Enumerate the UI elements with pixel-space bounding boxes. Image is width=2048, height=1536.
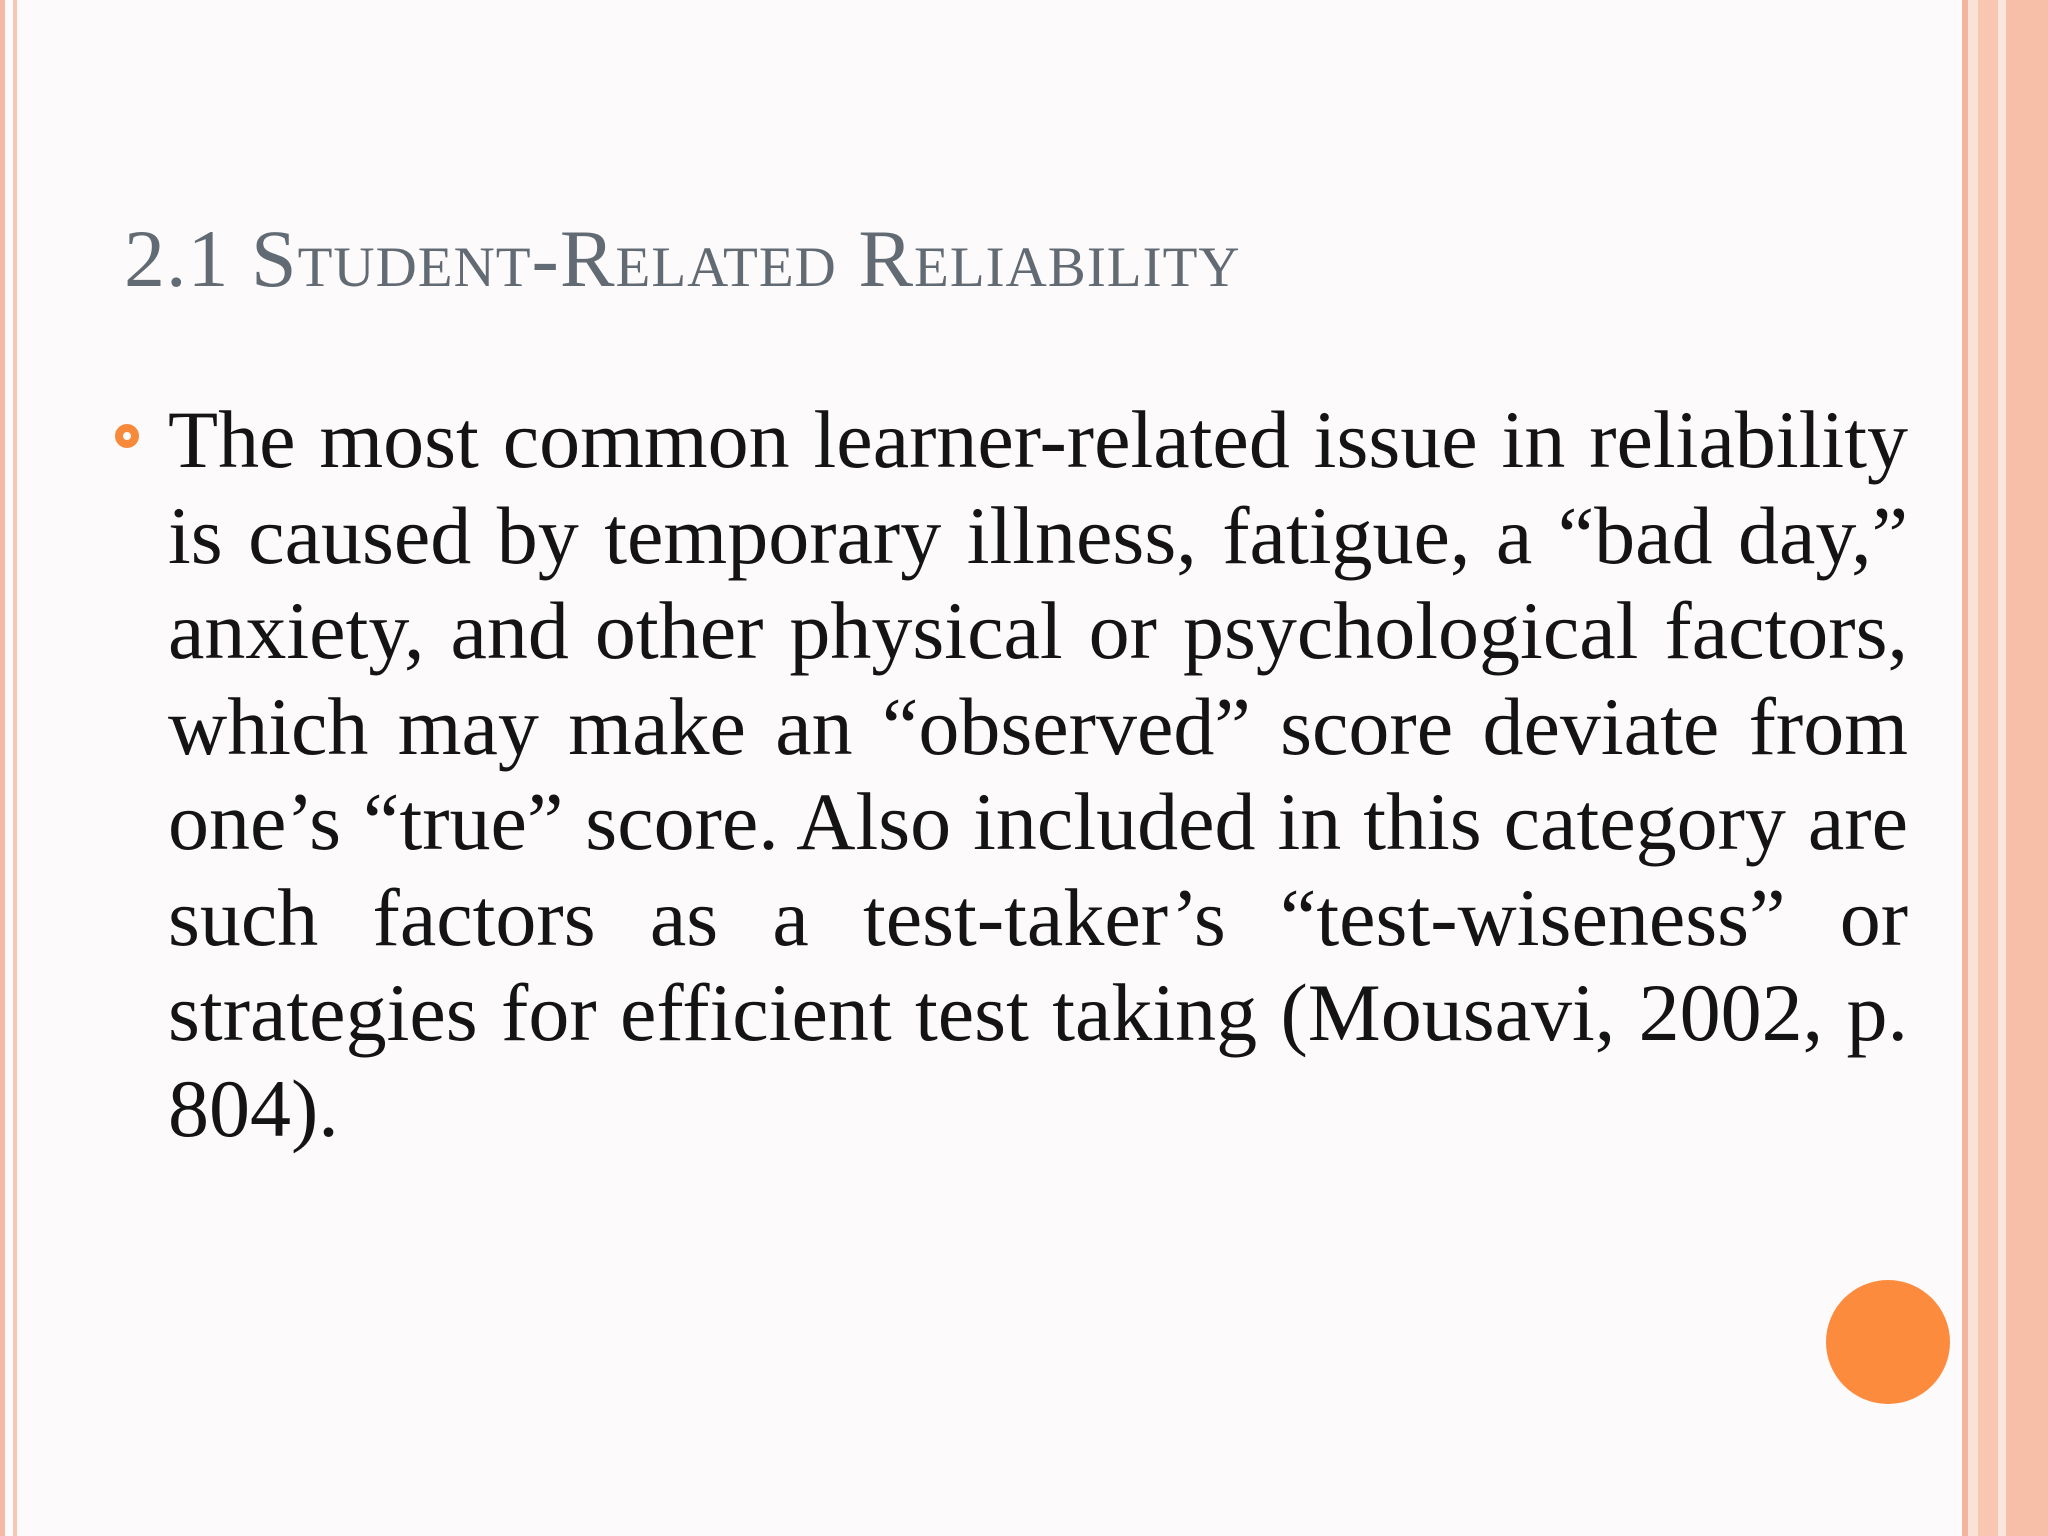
right-border-stripe <box>2006 0 2048 1536</box>
right-border-stripe <box>1968 0 1978 1536</box>
left-border-stripe <box>0 0 5 1536</box>
hollow-circle-bullet-icon <box>115 424 139 448</box>
bullet-paragraph: The most common learner-related issue in reliability is caused by temporary illness, fatigue, a “bad day,” anxiety, and other physical or psychological factors, which may make an “observed” score deviate from one’s “true” score. Also included in this category are such factors as a test-taker’s “test-wiseness” or strategies for efficient test taking (Mousavi, 2002, p. 804). <box>168 394 1908 1154</box>
filled-circle-icon <box>1826 1280 1950 1404</box>
right-border-stripe <box>1998 0 2006 1536</box>
left-border-stripe-inner <box>13 0 17 1536</box>
slide-title: 2.1 Student-Related Reliability <box>124 213 1241 304</box>
right-border-stripe <box>1978 0 1998 1536</box>
